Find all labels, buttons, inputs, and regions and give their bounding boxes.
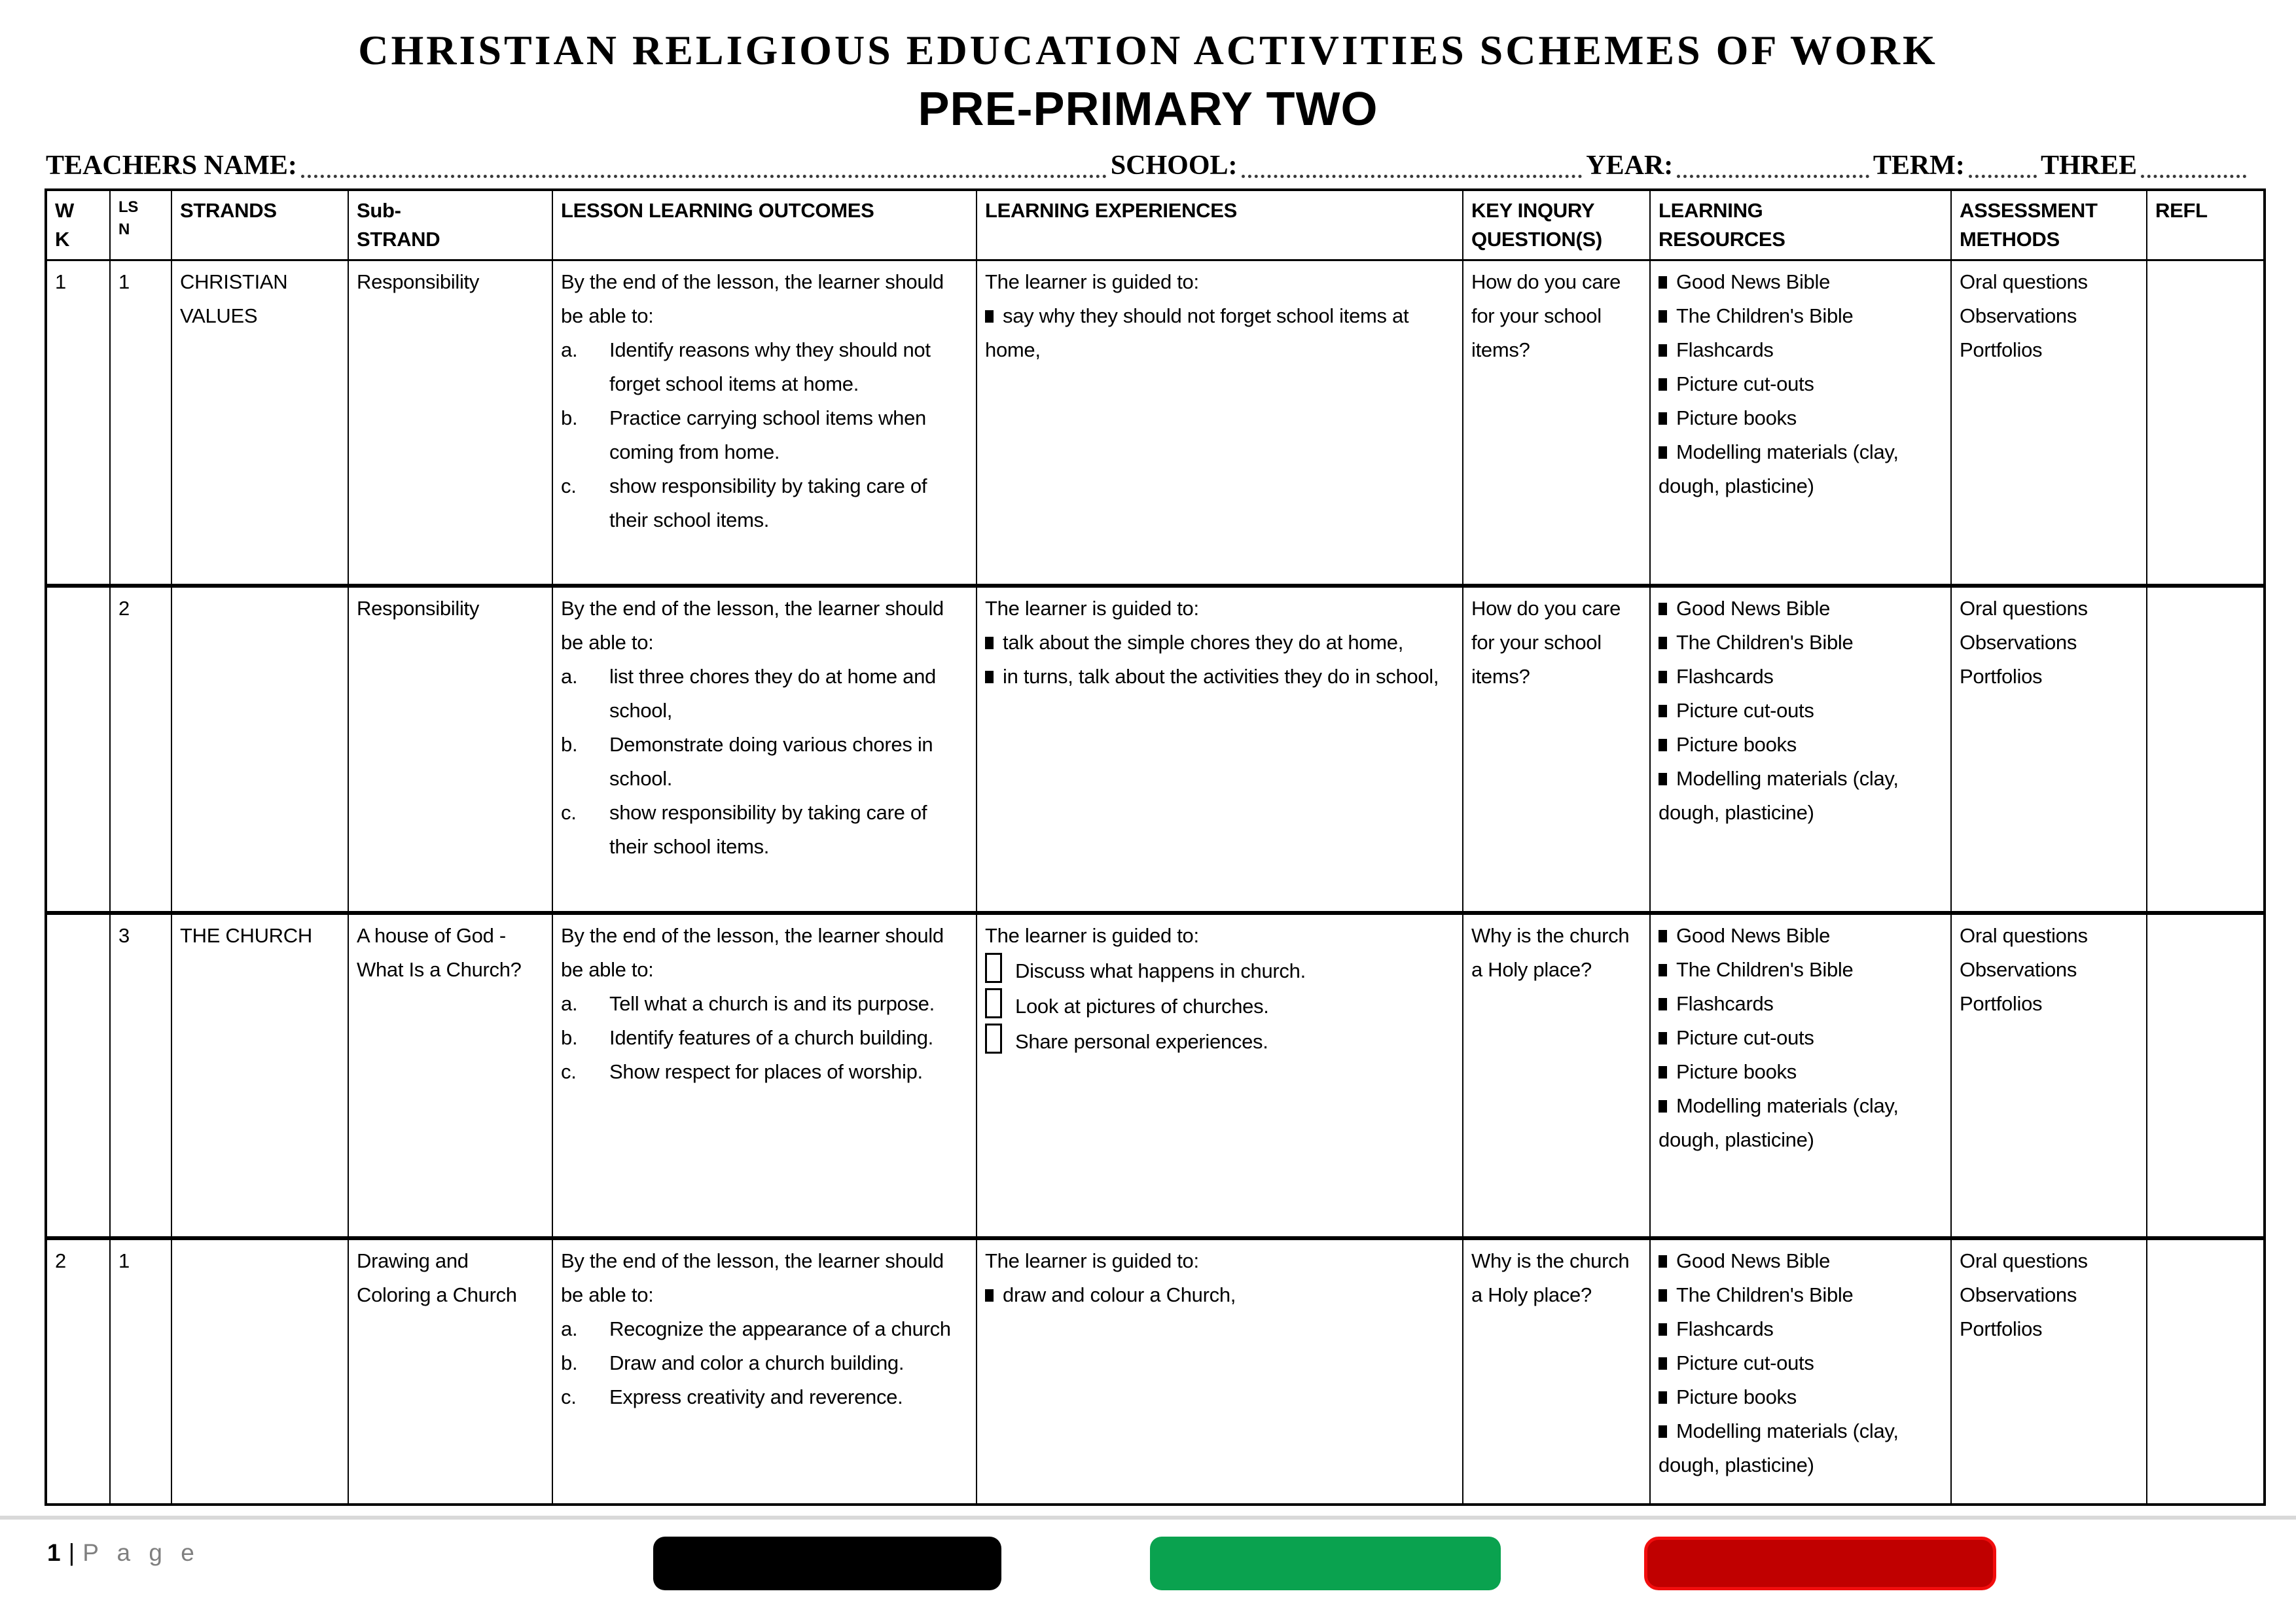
list-item-text: Discuss what happens in church.: [1015, 959, 1306, 982]
assessment-cell: [1951, 1238, 2147, 1505]
term-blank-trail: [2141, 169, 2246, 178]
list-item-letter: b.: [561, 732, 578, 756]
list-item-text: list three chores they do at home and school,: [609, 664, 936, 722]
col-header-inquiry: KEY INQURY QUESTION(S): [1463, 190, 1650, 260]
list-item-text: Observations: [1960, 630, 2077, 654]
list-item: [985, 953, 1454, 988]
experiences-list: [985, 953, 1454, 1059]
list-item: [1659, 1346, 1943, 1380]
list-item-text: Flashcards: [1676, 664, 1774, 688]
list-item: [561, 660, 968, 728]
list-item-letter: c.: [561, 1385, 577, 1408]
list-item: [1659, 694, 1943, 728]
strand-cell: CHRISTIAN VALUES: [171, 260, 348, 586]
document-subtitle: PRE-PRIMARY TWO: [918, 83, 1378, 136]
list-item-text: Look at pictures of churches.: [1015, 994, 1269, 1018]
inquiry-cell: Why is the church a Holy place?: [1463, 1238, 1650, 1505]
list-item-text: say why they should not forget school items at home,: [985, 304, 1409, 361]
list-item-letter: b.: [561, 1026, 578, 1049]
assessment-list: [1960, 265, 2138, 367]
outcomes-list: [561, 1312, 968, 1414]
table-row: [46, 260, 2265, 586]
document-title: CHRISTIAN RELIGIOUS EDUCATION ACTIVITIES SCHEMES OF WORK: [358, 27, 1938, 73]
resources-list: [1659, 592, 1943, 830]
square-bullet-icon: [1659, 1323, 1667, 1336]
square-bullet-icon: [1659, 276, 1667, 289]
substrand-cell: Responsibility: [348, 260, 552, 586]
list-item-text: Flashcards: [1676, 1317, 1774, 1340]
square-bullet-icon: [1659, 1357, 1667, 1370]
list-item-text: The Children's Bible: [1676, 1283, 1854, 1306]
list-item-text: Oral questions: [1960, 923, 2088, 947]
list-item-text: Picture books: [1676, 406, 1797, 429]
outcomes-intro: By the end of the lesson, the learner should be able to:: [561, 1249, 944, 1306]
list-item-text: Picture cut-outs: [1676, 698, 1814, 722]
assessment-cell: [1951, 260, 2147, 586]
list-item-text: in turns, talk about the activities they do in school,: [1003, 664, 1439, 688]
list-item-text: Portfolios: [1960, 338, 2043, 361]
list-item: [985, 1024, 1454, 1059]
list-item-text: The Children's Bible: [1676, 304, 1854, 327]
list-item-letter: b.: [561, 406, 578, 429]
resources-cell: [1650, 913, 1951, 1238]
inquiry-cell: Why is the church a Holy place?: [1463, 913, 1650, 1238]
list-item-text: Show respect for places of worship.: [609, 1060, 923, 1083]
list-item-text: Flashcards: [1676, 338, 1774, 361]
week-cell: [46, 586, 110, 913]
list-item: [1659, 660, 1943, 694]
list-item-letter: c.: [561, 800, 577, 824]
list-item-text: Portfolios: [1960, 991, 2043, 1015]
term-value: THREE: [2040, 150, 2138, 181]
experiences-list: [985, 626, 1454, 694]
square-bullet-icon: [1659, 344, 1667, 357]
list-item: [1659, 435, 1943, 503]
list-item: [1659, 1414, 1943, 1482]
inquiry-cell: How do you care for your school items?: [1463, 586, 1650, 913]
list-item-letter: a.: [561, 991, 578, 1015]
experiences-list: [985, 299, 1454, 367]
square-bullet-icon: [1659, 773, 1667, 785]
table-row: [46, 913, 2265, 1238]
school-blank: [1242, 169, 1583, 178]
list-item: [1659, 1278, 1943, 1312]
list-item-text: Recognize the appearance of a church: [609, 1317, 951, 1340]
list-item-text: Modelling materials (clay, dough, plasticine): [1659, 440, 1899, 497]
list-item: [1960, 333, 2138, 367]
square-bullet-icon: [1659, 1289, 1667, 1302]
list-item: [1960, 987, 2138, 1021]
square-bullet-icon: [1659, 446, 1667, 459]
list-item: [1659, 1380, 1943, 1414]
square-bullet-icon: [1659, 671, 1667, 683]
list-item-text: Good News Bible: [1676, 923, 1831, 947]
experiences-cell: [977, 586, 1463, 913]
experiences-intro: The learner is guided to:: [985, 596, 1199, 620]
list-item-text: Modelling materials (clay, dough, plasticine): [1659, 1094, 1899, 1151]
page-number: [47, 1539, 200, 1567]
list-item-letter: b.: [561, 1351, 578, 1374]
square-bullet-icon: [1659, 1391, 1667, 1404]
list-item-text: Identify features of a church building.: [609, 1026, 933, 1049]
lesson-cell: 2: [110, 586, 171, 913]
term-label: TERM:: [1873, 150, 1965, 181]
col-header-substrand: Sub- STRAND: [348, 190, 552, 260]
col-header-outcomes: LESSON LEARNING OUTCOMES: [552, 190, 977, 260]
list-item-text: Draw and color a church building.: [609, 1351, 905, 1374]
refl-cell: [2147, 260, 2265, 586]
square-bullet-icon: [1659, 964, 1667, 976]
col-header-refl: REFL: [2147, 190, 2265, 260]
page-number-value: 1: [47, 1539, 62, 1566]
outcomes-intro: By the end of the lesson, the learner should be able to:: [561, 596, 944, 654]
list-item-text: Express creativity and reverence.: [609, 1385, 903, 1408]
list-item-letter: a.: [561, 338, 578, 361]
list-item: [985, 299, 1454, 367]
year-label: YEAR:: [1586, 150, 1674, 181]
square-bullet-icon: [1659, 1425, 1667, 1438]
list-item: [985, 660, 1454, 694]
footer-divider: [0, 1516, 2296, 1520]
list-item: [1659, 265, 1943, 299]
list-item: [561, 1312, 968, 1346]
list-item: [561, 796, 968, 864]
outcomes-intro: By the end of the lesson, the learner should be able to:: [561, 270, 944, 327]
square-bullet-icon: [1659, 705, 1667, 717]
col-header-resources: LEARNING RESOURCES: [1650, 190, 1951, 260]
teachers-name-label: TEACHERS NAME:: [46, 150, 297, 181]
square-bullet-icon: [1659, 1100, 1667, 1113]
list-item-text: Modelling materials (clay, dough, plasticine): [1659, 766, 1899, 824]
list-item-text: Picture cut-outs: [1676, 1351, 1814, 1374]
list-item: [1659, 1089, 1943, 1157]
col-header-experiences: LEARNING EXPERIENCES: [977, 190, 1463, 260]
list-item: [1960, 265, 2138, 299]
list-item: [561, 1346, 968, 1380]
resources-cell: [1650, 260, 1951, 586]
list-item-letter: a.: [561, 1317, 578, 1340]
list-item: [985, 626, 1454, 660]
resources-list: [1659, 1244, 1943, 1482]
week-cell: 1: [46, 260, 110, 586]
list-item-text: talk about the simple chores they do at home,: [1003, 630, 1404, 654]
list-item-text: Picture books: [1676, 1385, 1797, 1408]
list-item: [1960, 592, 2138, 626]
col-header-strands: STRANDS: [171, 190, 348, 260]
table-row: [46, 1238, 2265, 1505]
square-bullet-icon: [1659, 1032, 1667, 1044]
list-item-text: The Children's Bible: [1676, 630, 1854, 654]
list-item: [1659, 1021, 1943, 1055]
list-item: [561, 1380, 968, 1414]
list-item-text: Demonstrate doing various chores in school.: [609, 732, 933, 790]
square-bullet-icon: [1659, 998, 1667, 1010]
list-item: [985, 1278, 1454, 1312]
list-item: [1960, 299, 2138, 333]
square-bullet-icon: [1659, 1066, 1667, 1079]
list-item-text: Picture cut-outs: [1676, 372, 1814, 395]
year-blank: [1677, 169, 1869, 178]
resources-cell: [1650, 1238, 1951, 1505]
refl-cell: [2147, 1238, 2265, 1505]
list-item: [561, 987, 968, 1021]
list-item: [1659, 1312, 1943, 1346]
col-header-assessment: ASSESSMENT METHODS: [1951, 190, 2147, 260]
list-item: [1659, 367, 1943, 401]
list-item-text: Identify reasons why they should not forget school items at home.: [609, 338, 931, 395]
list-item: [1960, 1312, 2138, 1346]
term-blank: [1969, 169, 2037, 178]
footer-red-bar: [1644, 1537, 1996, 1590]
list-item-letter: c.: [561, 1060, 577, 1083]
list-item: [1659, 1055, 1943, 1089]
list-item: [561, 401, 968, 469]
list-item: [561, 728, 968, 796]
list-item-text: Picture books: [1676, 732, 1797, 756]
square-bullet-icon: [1659, 637, 1667, 649]
assessment-cell: [1951, 586, 2147, 913]
box-glyph-icon: [985, 953, 1002, 983]
list-item-text: show responsibility by taking care of their school items.: [609, 800, 927, 858]
substrand-cell: Responsibility: [348, 586, 552, 913]
page-number-separator: |: [68, 1539, 77, 1566]
assessment-list: [1960, 592, 2138, 694]
list-item-text: Oral questions: [1960, 596, 2088, 620]
assessment-cell: [1951, 913, 2147, 1238]
list-item: [1659, 299, 1943, 333]
substrand-cell: Drawing and Coloring a Church: [348, 1238, 552, 1505]
page-word: P a g e: [82, 1539, 200, 1566]
list-item: [1960, 953, 2138, 987]
list-item-text: show responsibility by taking care of their school items.: [609, 474, 927, 531]
list-item: [1659, 728, 1943, 762]
square-bullet-icon: [1659, 310, 1667, 323]
assessment-list: [1960, 919, 2138, 1021]
experiences-intro: The learner is guided to:: [985, 270, 1199, 293]
lesson-cell: 3: [110, 913, 171, 1238]
square-bullet-icon: [1659, 739, 1667, 751]
list-item-text: Observations: [1960, 304, 2077, 327]
outcomes-cell: [552, 1238, 977, 1505]
outcomes-list: [561, 333, 968, 537]
experiences-cell: [977, 1238, 1463, 1505]
list-item-text: Observations: [1960, 1283, 2077, 1306]
list-item: [1659, 401, 1943, 435]
list-item-text: Flashcards: [1676, 991, 1774, 1015]
list-item: [1659, 592, 1943, 626]
strand-cell: THE CHURCH: [171, 913, 348, 1238]
list-item-text: Picture cut-outs: [1676, 1026, 1814, 1049]
outcomes-list: [561, 660, 968, 864]
outcomes-cell: [552, 260, 977, 586]
list-item: [561, 1021, 968, 1055]
inquiry-cell: How do you care for your school items?: [1463, 260, 1650, 586]
list-item-text: draw and colour a Church,: [1003, 1283, 1236, 1306]
experiences-list: [985, 1278, 1454, 1312]
col-header-wk: W K: [46, 190, 110, 260]
list-item: [561, 333, 968, 401]
outcomes-cell: [552, 913, 977, 1238]
box-glyph-icon: [985, 988, 1002, 1018]
teachers-name-blank: [301, 169, 1107, 178]
experiences-intro: The learner is guided to:: [985, 923, 1199, 947]
schemes-of-work-table: [45, 188, 2266, 1506]
school-label: SCHOOL:: [1110, 150, 1238, 181]
experiences-cell: [977, 260, 1463, 586]
list-item: [1659, 762, 1943, 830]
list-item: [561, 1055, 968, 1089]
resources-list: [1659, 265, 1943, 503]
square-bullet-icon: [985, 637, 994, 649]
list-item-text: Modelling materials (clay, dough, plasticine): [1659, 1419, 1899, 1476]
resources-cell: [1650, 586, 1951, 913]
experiences-intro: The learner is guided to:: [985, 1249, 1199, 1272]
list-item-text: Picture books: [1676, 1060, 1797, 1083]
list-item-text: Oral questions: [1960, 270, 2088, 293]
refl-cell: [2147, 913, 2265, 1238]
list-item-text: Observations: [1960, 957, 2077, 981]
square-bullet-icon: [985, 671, 994, 683]
list-item-text: Good News Bible: [1676, 270, 1831, 293]
footer-green-bar: [1150, 1537, 1501, 1590]
experiences-cell: [977, 913, 1463, 1238]
square-bullet-icon: [985, 1289, 994, 1302]
box-glyph-icon: [985, 1024, 1002, 1054]
list-item-text: Good News Bible: [1676, 1249, 1831, 1272]
list-item-text: Oral questions: [1960, 1249, 2088, 1272]
square-bullet-icon: [1659, 1255, 1667, 1268]
list-item-text: Tell what a church is and its purpose.: [609, 991, 935, 1015]
list-item-text: Portfolios: [1960, 664, 2043, 688]
list-item-letter: c.: [561, 474, 577, 497]
list-item: [1659, 953, 1943, 987]
assessment-list: [1960, 1244, 2138, 1346]
list-item: [1960, 660, 2138, 694]
col-header-lsn: LS N: [110, 190, 171, 260]
list-item-text: Portfolios: [1960, 1317, 2043, 1340]
list-item: [1960, 626, 2138, 660]
substrand-cell: A house of God - What Is a Church?: [348, 913, 552, 1238]
list-item-text: The Children's Bible: [1676, 957, 1854, 981]
resources-list: [1659, 919, 1943, 1157]
footer-black-bar: [653, 1537, 1001, 1590]
list-item: [1659, 333, 1943, 367]
list-item: [1960, 1278, 2138, 1312]
meta-fill-in-line: [46, 152, 2250, 179]
list-item-letter: a.: [561, 664, 578, 688]
list-item: [1960, 1244, 2138, 1278]
outcomes-intro: By the end of the lesson, the learner should be able to:: [561, 923, 944, 981]
strand-cell: [171, 1238, 348, 1505]
list-item: [1659, 919, 1943, 953]
lesson-cell: 1: [110, 260, 171, 586]
list-item-text: Practice carrying school items when coming from home.: [609, 406, 926, 463]
square-bullet-icon: [1659, 930, 1667, 942]
refl-cell: [2147, 586, 2265, 913]
list-item-text: Share personal experiences.: [1015, 1029, 1268, 1053]
list-item: [561, 469, 968, 537]
list-item: [1659, 626, 1943, 660]
list-item-text: Good News Bible: [1676, 596, 1831, 620]
square-bullet-icon: [1659, 412, 1667, 425]
lesson-cell: 1: [110, 1238, 171, 1505]
week-cell: [46, 913, 110, 1238]
table-row: [46, 586, 2265, 913]
list-item: [1960, 919, 2138, 953]
square-bullet-icon: [1659, 603, 1667, 615]
week-cell: 2: [46, 1238, 110, 1505]
square-bullet-icon: [985, 310, 994, 323]
outcomes-cell: [552, 586, 977, 913]
strand-cell: [171, 586, 348, 913]
outcomes-list: [561, 987, 968, 1089]
table-header-row: [46, 190, 2265, 260]
list-item: [985, 988, 1454, 1024]
list-item: [1659, 1244, 1943, 1278]
square-bullet-icon: [1659, 378, 1667, 391]
list-item: [1659, 987, 1943, 1021]
